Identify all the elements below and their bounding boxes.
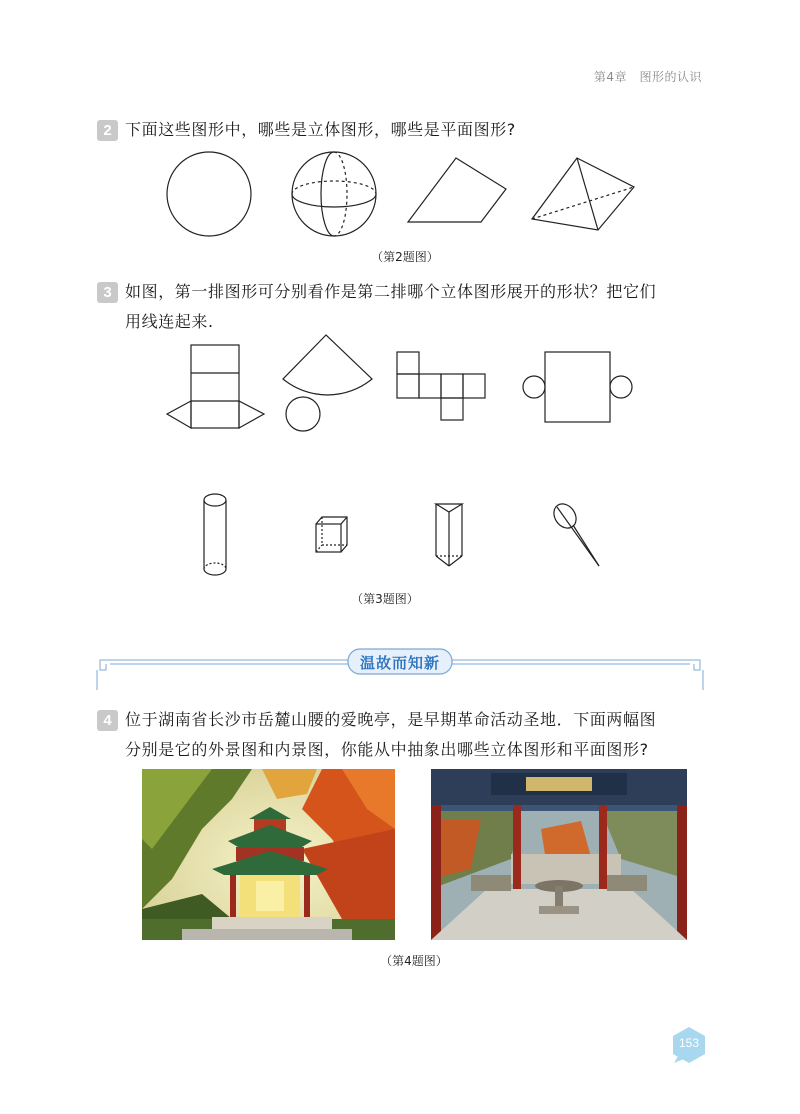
- question-3-text-line2: 用线连起来.: [125, 312, 214, 331]
- question-number-3: 3: [97, 282, 118, 303]
- page-number-badge: [670, 1026, 708, 1062]
- question-3-text-line1: 如图，第一排图形可分别看作是第二排哪个立体图形展开的形状？把它们: [125, 282, 657, 301]
- page-number: 153: [678, 1036, 700, 1050]
- q3-caption: （第3题图）: [351, 592, 419, 606]
- question-number-4: 4: [97, 710, 118, 731]
- chapter-header: 第4章 图形的认识: [593, 70, 702, 84]
- q4-caption: （第4题图）: [380, 954, 448, 968]
- pavilion-exterior-photo: [142, 769, 395, 940]
- question-4-text-line2: 分别是它的外景图和内景图，你能从中抽象出哪些立体图形和平面图形?: [125, 740, 649, 759]
- section-title: 温故而知新: [359, 654, 440, 672]
- pavilion-interior-photo: [431, 769, 687, 940]
- question-number-2: 2: [97, 120, 118, 141]
- question-4-text-line1: 位于湖南省长沙市岳麓山腰的爱晚亭，是早期革命活动圣地．下面两幅图: [125, 710, 657, 729]
- q2-caption: （第2题图）: [371, 250, 439, 264]
- question-2-text: 下面这些图形中，哪些是立体图形，哪些是平面图形?: [125, 120, 516, 139]
